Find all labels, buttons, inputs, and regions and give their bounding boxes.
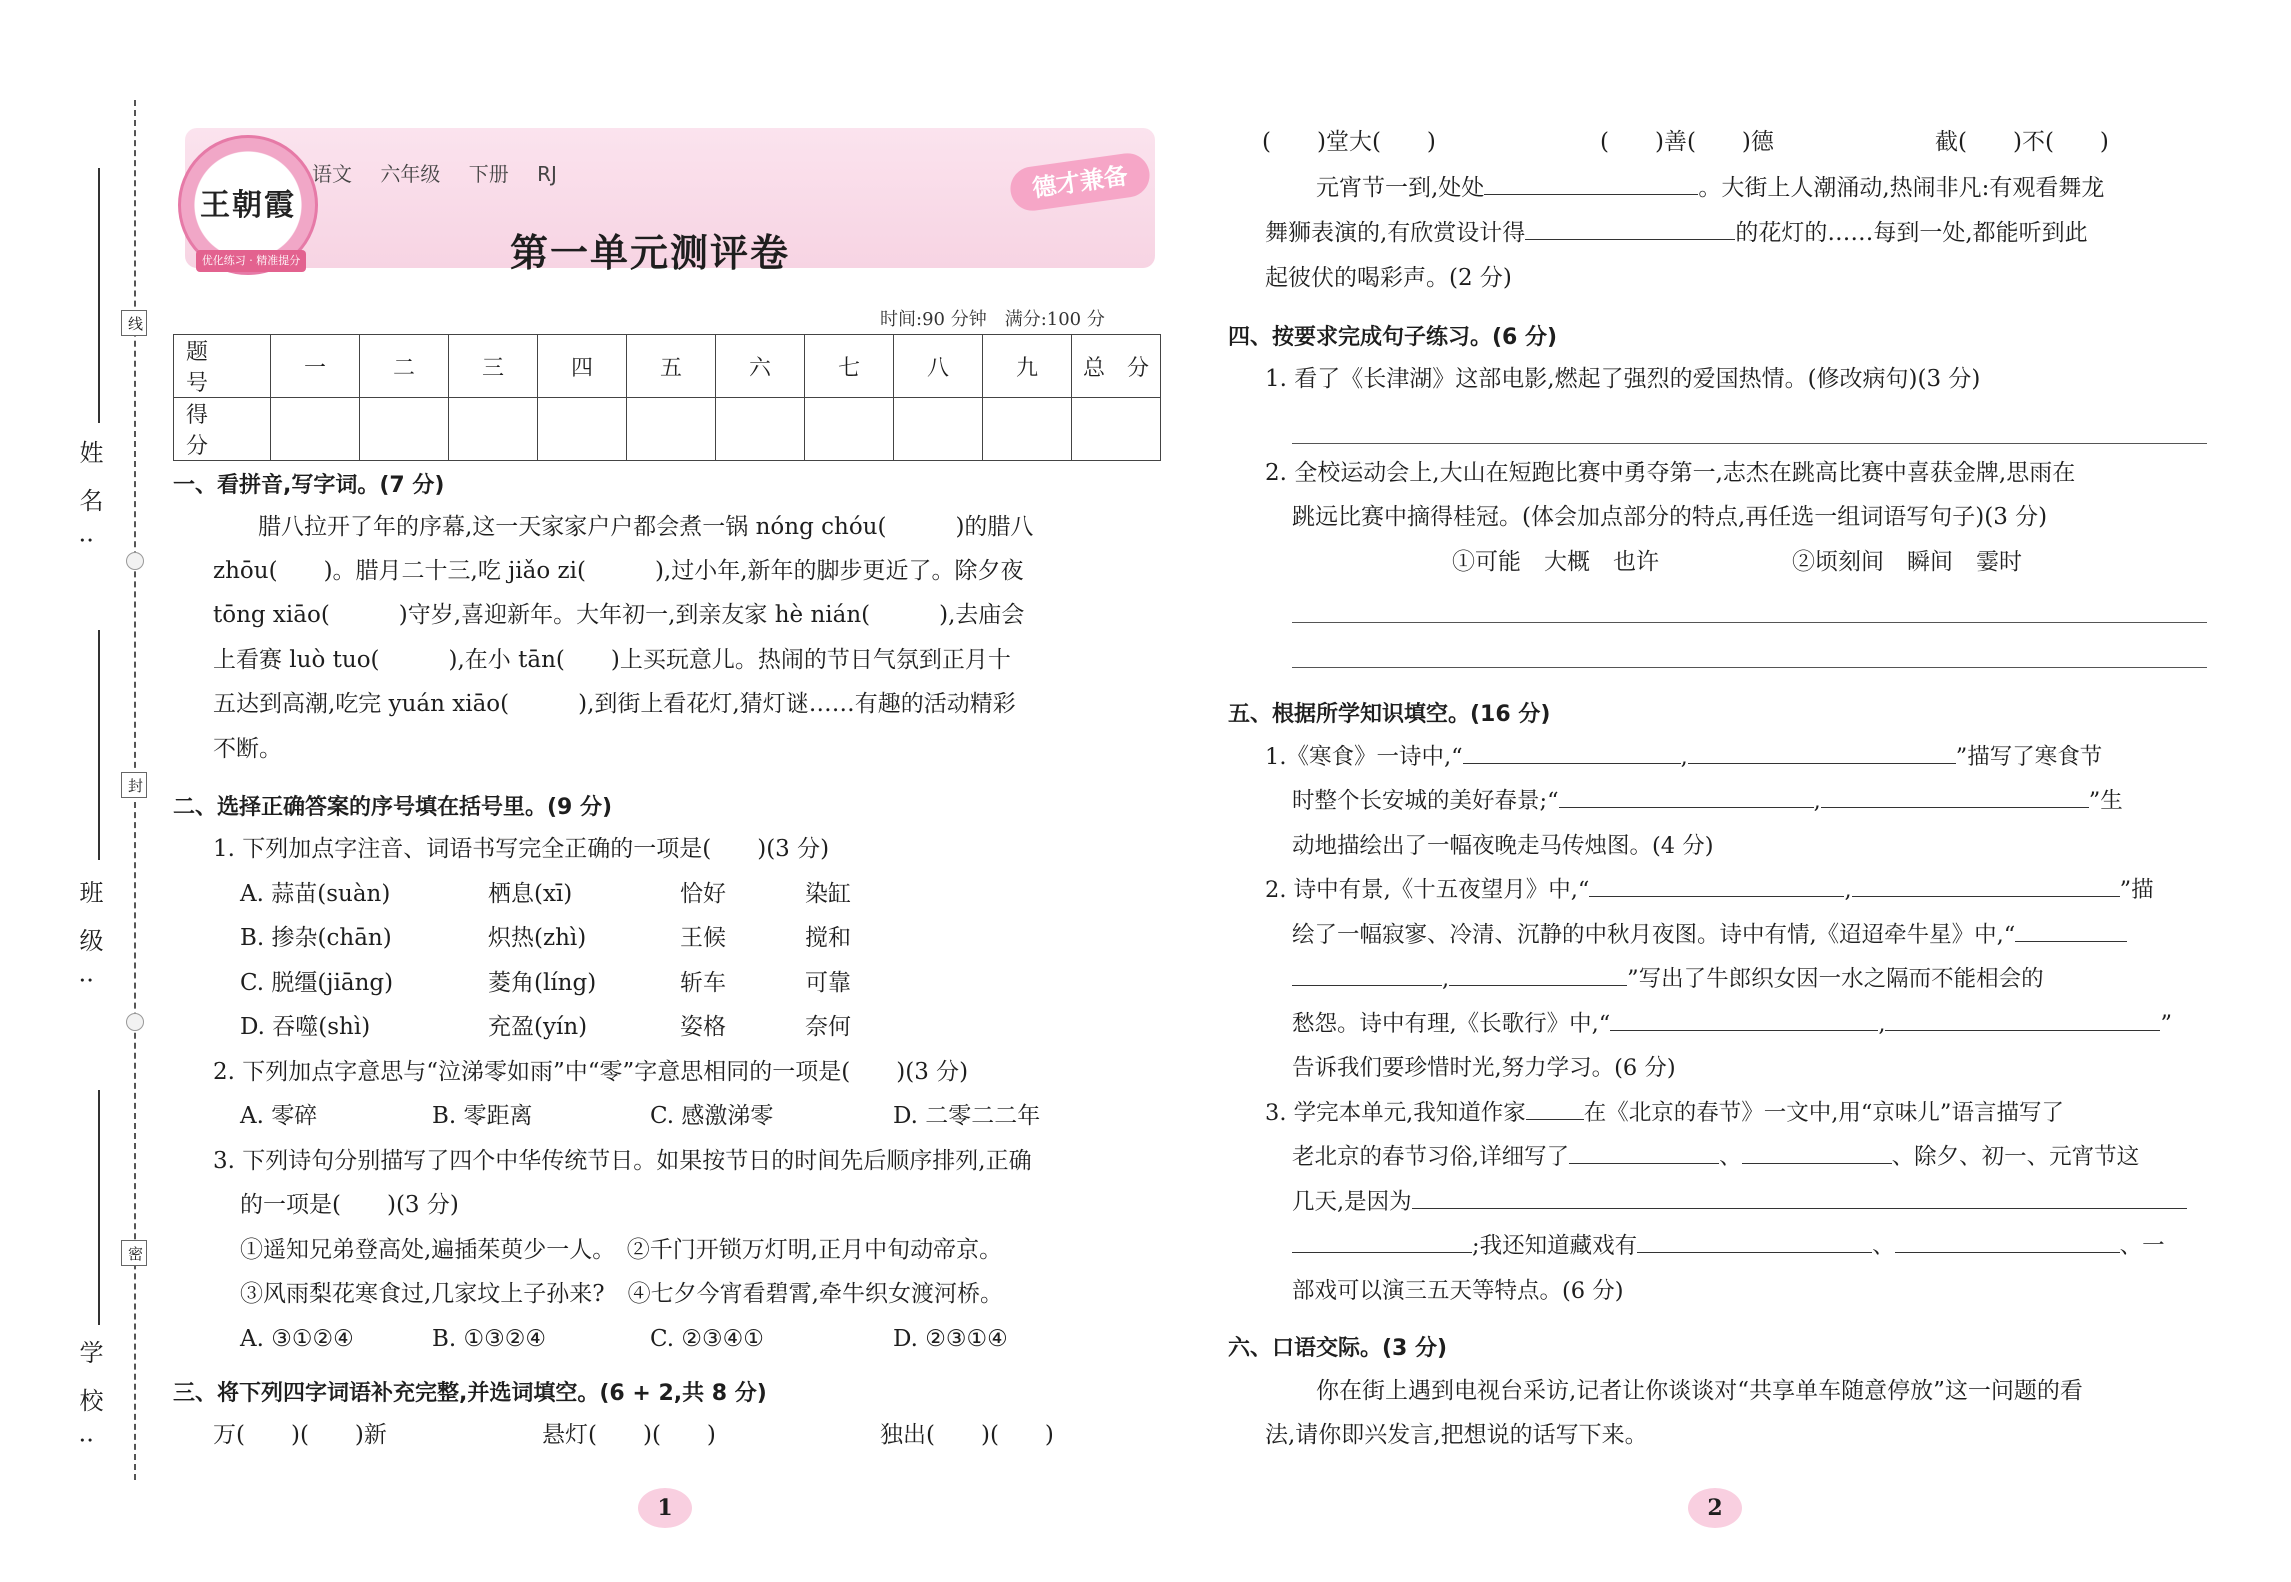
text: 老北京的春节习俗,详细写了 [1292,1144,1570,1170]
section-4-heading: 四、按要求完成句子练习。(6 分) [1228,325,1558,350]
section-1-heading: 一、看拼音,写字词。(7 分) [173,473,445,498]
score-header-cell: 四 [538,335,627,398]
option-d: D. 二零二二年 [893,1103,1041,1129]
word-choice-group: ②顷刻间 瞬间 霎时 [1792,549,2022,575]
score-header-cell: 总 分 [1072,335,1161,398]
oral-prompt-line: 法,请你即兴发言,把想说的话写下来。 [1265,1422,1648,1448]
brand-motto: 优化练习 · 精准提分 [196,250,306,272]
answer-line[interactable] [1292,443,2207,444]
score-header-cell: 一 [271,335,360,398]
option-word: 王候 [680,925,726,951]
answer-blank[interactable] [1742,1142,1892,1164]
class-write-line [98,630,100,860]
section-6-heading: 六、口语交际。(3 分) [1228,1336,1448,1361]
time-info: 时间:90 分钟 满分:100 分 [880,309,1105,330]
score-cell[interactable] [716,398,805,461]
mark-feng: 封 [121,772,147,798]
fill-paragraph-line [1316,173,2104,203]
text: 的花灯的……每到一处,都能听到此 [1735,220,2088,246]
option-word: 斩车 [680,970,726,996]
answer-blank[interactable] [1852,875,2120,897]
question-4-2-cont: 跳远比赛中摘得桂冠。(体会加点部分的特点,再任选一组词语写句子)(3 分) [1292,504,2048,530]
text: 、除夕、初一、元宵节这 [1891,1144,2140,1170]
answer-blank[interactable] [1821,786,2089,808]
book-meta [312,158,579,187]
question-5-3 [1265,1098,2064,1128]
option-word: 姿格 [680,1014,726,1040]
idiom-blank: 万( )( )新 [213,1422,387,1448]
option-word: 可靠 [805,970,851,996]
grade: 六年级 [380,162,441,186]
question-5-3-cont [1292,1187,2187,1217]
section-5-heading: 五、根据所学知识填空。(16 分) [1228,702,1551,727]
score-header-cell: 五 [627,335,716,398]
text: ”生 [2088,788,2123,814]
text: 1.《寒食》一诗中,“ [1265,744,1463,770]
answer-blank[interactable] [1412,1187,2187,1209]
answer-blank[interactable] [1610,1009,1878,1031]
text: 2. 诗中有景,《十五夜望月》中,“ [1265,877,1590,903]
answer-line[interactable] [1292,667,2207,668]
question-5-1-cont: 动地描绘出了一幅夜晚走马传烛图。(4 分) [1292,833,1714,859]
name-label: 姓名: [75,440,103,569]
text: ” [2160,1011,2172,1037]
score-cell[interactable] [983,398,1072,461]
question-2-3: 3. 下列诗句分别描写了四个中华传统节日。如果按节日的时间先后顺序排列,正确 [213,1148,1032,1174]
fill-paragraph-line [1265,218,2088,248]
s1-text-line: 上看赛 luò tuo( ),在小 tān( )上买玩意儿。热闹的节日气氛到正月十 [213,647,1011,673]
score-table [173,334,1161,461]
question-2-3-cont: 的一项是( )(3 分) [240,1192,459,1218]
brand-logo-text: 王朝霞 [200,188,296,223]
option-word: 搅和 [805,925,851,951]
text: 元宵节一到,处处 [1316,175,1485,201]
text: 在《北京的春节》一文中,用“京味儿”语言描写了 [1583,1100,2064,1126]
name-write-line [98,168,100,423]
score-cell[interactable] [1072,398,1161,461]
text: 、 [1872,1233,1895,1259]
mark-xian: 线 [121,310,147,336]
word-choice-group: ①可能 大概 也许 [1452,549,1659,575]
oral-prompt-line: 你在街上遇到电视台采访,记者让你谈谈对“共享单车随意停放”这一问题的看 [1316,1378,2083,1404]
option-d: D. 吞噬(shì) [240,1014,371,1040]
score-cell[interactable] [627,398,716,461]
text: 、一 [2119,1233,2165,1259]
class-label: 班级: [75,880,103,1009]
subject: 语文 [312,162,352,186]
section-3-heading: 三、将下列四字词语补充完整,并选词填空。(6 + 2,共 8 分) [173,1381,767,1406]
answer-blank[interactable] [1589,875,1844,897]
idiom-blank: 截( )不( ) [1935,129,2109,155]
answer-blank[interactable] [1526,1098,1584,1120]
page-title: 第一单元测评卷 [510,231,791,275]
text: 时整个长安城的美好春景;“ [1292,788,1559,814]
question-5-1: 1.《寒食》一诗中,“ , ”描写了寒食节 [1265,744,2103,770]
option-b: B. ①③②④ [432,1326,547,1352]
option-word: 染缸 [805,881,851,907]
question-5-1-cont: 时整个长安城的美好春景;“ , ”生 [1292,788,2123,814]
text: 舞狮表演的,有欣赏设计得 [1265,220,1526,246]
answer-line[interactable] [1292,622,2207,623]
s1-text-line: zhōu( )。腊月二十三,吃 jiǎo zi( ),过小年,新年的脚步更近了。除夕夜 [213,558,1024,584]
poem-line: ③风雨梨花寒食过,几家坟上子孙来? ④七夕今宵看碧霄,牵牛织女渡河桥。 [240,1281,1003,1307]
s1-text-line: 五达到高潮,吃完 yuán xiāo( ),到街上看花灯,猜灯谜……有趣的活动精彩 [213,691,1016,717]
answer-blank[interactable] [1449,964,1627,986]
option-d: D. ②③①④ [893,1326,1008,1352]
question-5-3-cont [1292,1142,2139,1172]
question-5-2-cont: , ”写出了牛郎织女因一水之隔而不能相会的 [1292,964,2044,994]
question-5-2-cont: 愁怨。诗中有理,《长歌行》中,“ , ” [1292,1011,2172,1037]
text: 。大街上人潮涌动,热闹非凡:有观看舞龙 [1698,175,2105,201]
score-cell[interactable] [360,398,449,461]
answer-blank[interactable] [1569,1142,1719,1164]
idiom-blank: ( )善( )德 [1600,129,1774,155]
answer-blank[interactable] [1484,173,1698,195]
idiom-blank: ( )堂大( ) [1262,129,1436,155]
option-word: 充盈(yín) [488,1014,588,1040]
option-word: 菱角(líng) [488,970,597,996]
option-a: A. ③①②④ [240,1326,354,1352]
answer-blank[interactable] [1559,786,1814,808]
score-row-label: 得 分 [174,398,271,461]
question-5-3-cont: 部戏可以演三五天等特点。(6 分) [1292,1278,1624,1304]
score-header-cell: 题 号 [174,335,271,398]
text: ”描 [2119,877,2154,903]
option-word: 栖息(xī) [488,881,573,907]
binding-hole-icon [126,552,144,570]
option-a: A. 零碎 [240,1103,318,1129]
section-2-heading: 二、选择正确答案的序号填在括号里。(9 分) [173,795,613,820]
answer-blank[interactable] [1885,1009,2160,1031]
idiom-blank: 独出( )( ) [880,1422,1054,1448]
page-number: 2 [1688,1488,1742,1528]
text: 几天,是因为 [1292,1189,1412,1215]
idiom-blank: 悬灯( )( ) [542,1422,716,1448]
option-word: 炽热(zhì) [488,925,587,951]
poem-line: ①遥知兄弟登高处,遍插茱萸少一人。 ②千门开锁万灯明,正月中旬动帝京。 [240,1237,1003,1263]
score-cell[interactable] [805,398,894,461]
text: 愁怨。诗中有理,《长歌行》中,“ [1292,1011,1611,1037]
answer-blank[interactable] [2015,920,2127,942]
option-word: 奈何 [805,1014,851,1040]
question-5-2: 2. 诗中有景,《十五夜望月》中,“ , ”描 [1265,877,2154,903]
option-c: C. 脱缰(jiāng) [240,970,394,996]
mark-mi: 密 [121,1240,147,1266]
slogan-badge: 德才兼备 [1008,150,1153,213]
s1-text-line: 腊八拉开了年的序幕,这一天家家户户都会煮一锅 nóng chóu( )的腊八 [258,514,1034,540]
option-word: 恰好 [680,881,726,907]
question-4-1: 1. 看了《长津湖》这部电影,燃起了强烈的爱国热情。(修改病句)(3 分) [1265,366,1981,392]
s1-text-line: 不断。 [213,736,282,762]
score-cell[interactable] [449,398,538,461]
option-c: C. ②③④① [650,1326,764,1352]
fill-paragraph-line: 起彼伏的喝彩声。(2 分) [1265,265,1512,291]
question-5-3-cont [1292,1231,2165,1261]
text: ”写出了牛郎织女因一水之隔而不能相会的 [1627,966,2044,992]
edition: RJ [537,162,557,186]
page-number: 1 [638,1488,692,1528]
score-cell[interactable] [894,398,983,461]
school-label: 学校: [75,1340,103,1469]
question-4-2: 2. 全校运动会上,大山在短跑比赛中勇夺第一,志杰在跳高比赛中喜获金牌,思雨在 [1265,460,2076,486]
answer-blank[interactable] [1463,742,1681,764]
answer-blank[interactable] [1637,1231,1872,1253]
question-5-2-cont [1292,920,2127,950]
school-write-line [98,1090,100,1325]
answer-blank[interactable] [1525,218,1735,240]
score-cell[interactable] [271,398,360,461]
option-a: A. 蒜苗(suàn) [240,881,391,907]
score-header-cell: 二 [360,335,449,398]
score-header-cell: 九 [983,335,1072,398]
answer-blank[interactable] [1688,742,1956,764]
option-b: B. 掺杂(chān) [240,925,392,951]
binding-hole-icon [126,1013,144,1031]
score-input-row [174,398,1161,461]
score-header-cell: 三 [449,335,538,398]
text: ;我还知道藏戏有 [1472,1233,1638,1259]
score-header-row [174,335,1161,398]
answer-blank[interactable] [1292,1231,1472,1253]
term: 下册 [468,162,509,186]
option-b: B. 零距离 [432,1103,533,1129]
s1-text-line: tōng xiāo( )守岁,喜迎新年。大年初一,到亲友家 hè nián( ),去庙会 [213,602,1025,628]
answer-blank[interactable] [1895,1231,2120,1253]
score-cell[interactable] [538,398,627,461]
option-c: C. 感激涕零 [650,1103,774,1129]
question-5-2-cont: 告诉我们要珍惜时光,努力学习。(6 分) [1292,1055,1676,1081]
text: 绘了一幅寂寥、冷清、沉静的中秋月夜图。诗中有情,《迢迢牵牛星》中,“ [1292,922,2016,948]
text: 、 [1719,1144,1742,1170]
question-2-1: 1. 下列加点字注音、词语书写完全正确的一项是( )(3 分) [213,836,830,862]
text: ”描写了寒食节 [1955,744,2103,770]
question-2-2: 2. 下列加点字意思与“泣涕零如雨”中“零”字意思相同的一项是( )(3 分) [213,1059,969,1085]
score-header-cell: 七 [805,335,894,398]
text: 3. 学完本单元,我知道作家 [1265,1100,1526,1126]
score-header-cell: 六 [716,335,805,398]
score-header-cell: 八 [894,335,983,398]
answer-blank[interactable] [1292,964,1442,986]
